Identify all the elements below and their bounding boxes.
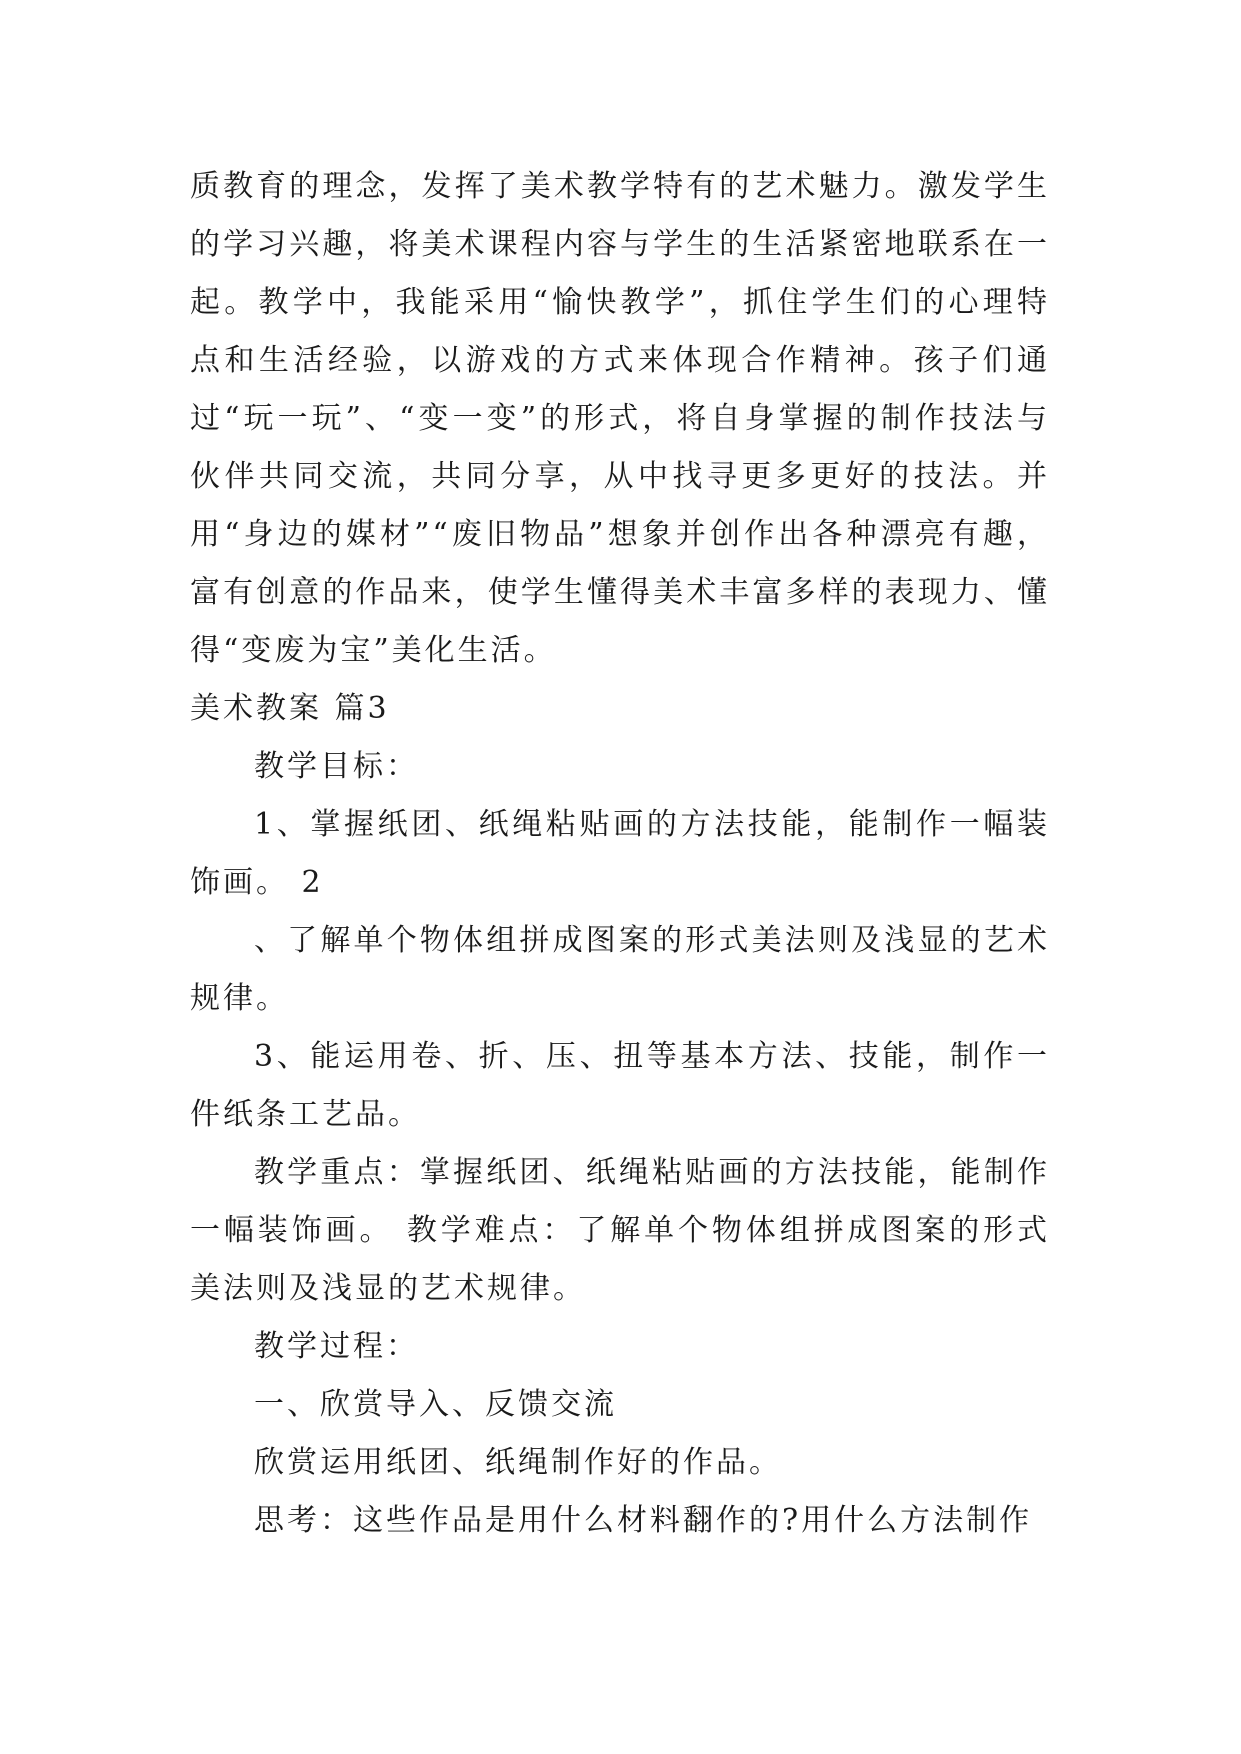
key-and-difficult-points: 教学重点：掌握纸团、纸绳粘贴画的方法技能，能制作一幅装饰画。 教学难点：了解单个物体组拼成图案的形式美法则及浅显的艺术规律。 [190, 1155, 1050, 1306]
intro-paragraph: 质教育的理念，发挥了美术教学特有的艺术魅力。激发学生的学习兴趣，将美术课程内容与学生的生活紧密地联系在一起。教学中，我能采用“愉快教学”，抓住学生们的心理特点和生活经验，以游戏的方式来体现合作精神。孩子们通过“玩一玩”、“变一变”的形式，将自身掌握的制作技法与伙伴共同交流，共同分享，从中找寻更多更好的技法。并用“身边的媒材”“废旧物品”想象并创作出各种漂亮有趣，富有创意的作品来，使学生懂得美术丰富多样的表现力、懂得“变废为宝”美化生活。 [190, 169, 1050, 668]
objective-3: 3、能运用卷、折、压、扭等基本方法、技能，制作一件纸条工艺品。 [190, 1039, 1050, 1132]
process-label: 教学过程： [254, 1329, 419, 1364]
objective-2: 、了解单个物体组拼成图案的形式美法则及浅显的艺术规律。 [190, 923, 1050, 1016]
document-body [190, 158, 1050, 1550]
step-1-question: 思考：这些作品是用什么材料翻作的?用什么方法制作 [254, 1503, 1033, 1538]
section-heading: 美术教案 篇3 [190, 691, 390, 726]
objective-1: 1、掌握纸团、纸绳粘贴画的方法技能，能制作一幅装饰画。 2 [190, 807, 1050, 900]
objectives-label: 教学目标： [254, 749, 419, 784]
step-1-text: 欣赏运用纸团、纸绳制作好的作品。 [254, 1445, 782, 1480]
step-1-title: 一、欣赏导入、反馈交流 [254, 1387, 617, 1422]
